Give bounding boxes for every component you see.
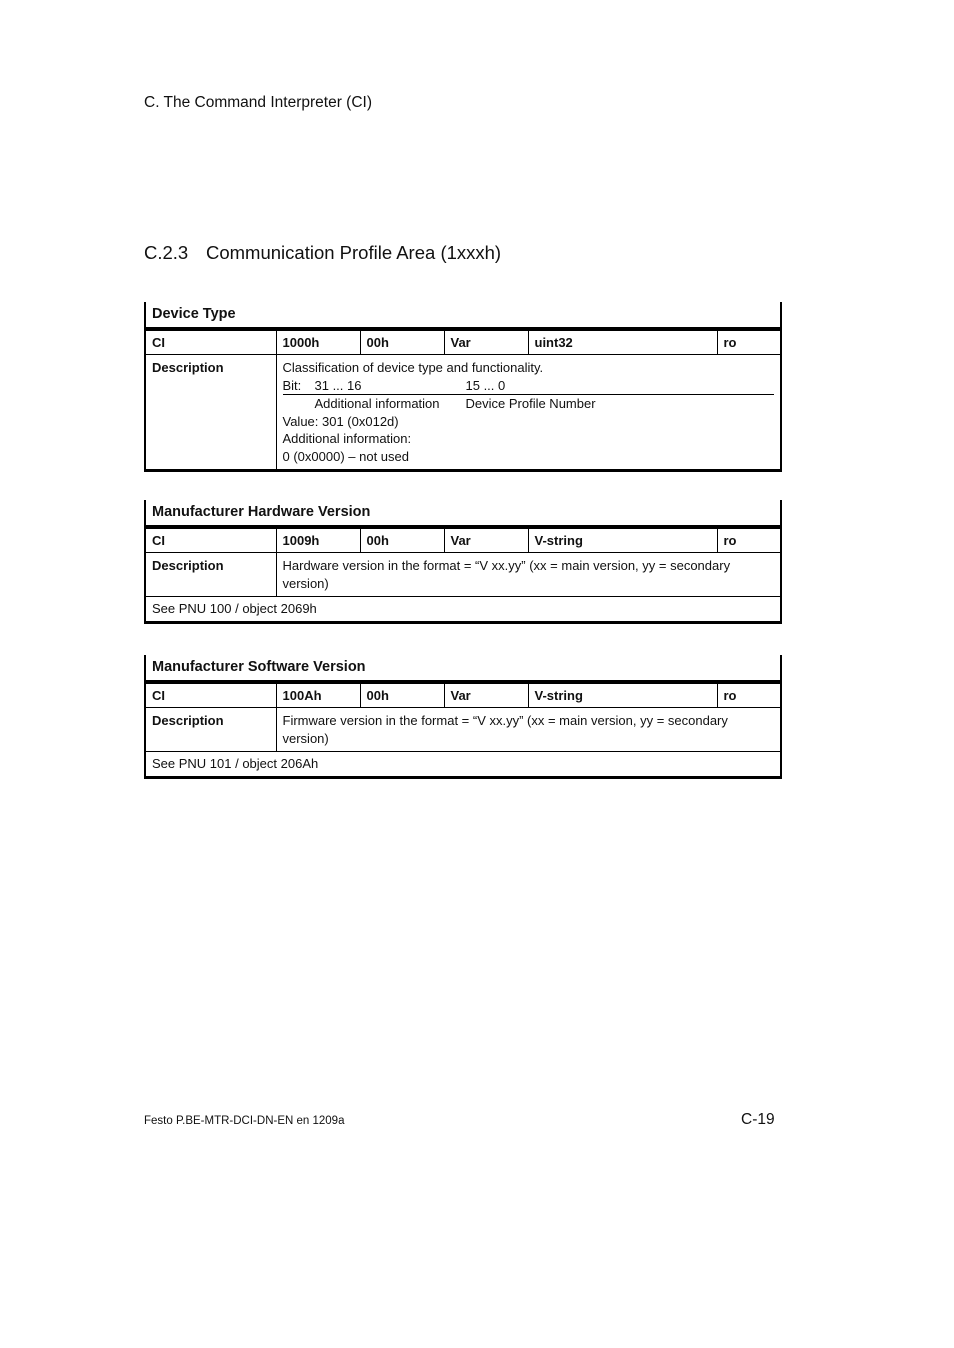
ci-index: 100Ah (276, 682, 360, 708)
ci-index: 1000h (276, 329, 360, 355)
ci-subindex: 00h (360, 329, 444, 355)
bit-label: Bit: (282, 377, 302, 393)
bit-low-name: Device Profile Number (465, 396, 596, 411)
bit-high-range: 31 ... 16 (314, 377, 362, 393)
footer-doc-id: Festo P.BE-MTR-DCI-DN-EN en 1209a (144, 1115, 345, 1127)
note-row (145, 597, 781, 623)
table-title: Device Type (145, 302, 781, 329)
ci-row (145, 527, 781, 553)
hardware-version-table (144, 500, 782, 624)
ci-kind: Var (444, 682, 528, 708)
reference-note: See PNU 100 / object 2069h (145, 597, 781, 623)
ci-subindex: 00h (360, 527, 444, 553)
ci-access: ro (717, 527, 781, 553)
ci-index: 1009h (276, 527, 360, 553)
ci-label: CI (145, 527, 276, 553)
description-label: Description (145, 355, 276, 471)
bit-ranges (283, 377, 775, 396)
description-row (145, 708, 781, 752)
description-label: Description (145, 553, 276, 597)
bit-high-name: Additional information (314, 396, 440, 411)
description-label: Description (145, 708, 276, 752)
description-line: 0 (0x0000) – not used (282, 448, 409, 464)
device-type-table (144, 302, 782, 472)
ci-datatype: uint32 (528, 329, 717, 355)
ci-row (145, 682, 781, 708)
table-title: Manufacturer Hardware Version (145, 500, 781, 527)
note-row (145, 752, 781, 778)
page-number: C-19 (741, 1111, 775, 1128)
table-title: Manufacturer Software Version (145, 655, 781, 682)
software-version-table (144, 655, 782, 779)
description-row (145, 553, 781, 597)
ci-subindex: 00h (360, 682, 444, 708)
section-title (144, 242, 501, 264)
reference-note: See PNU 101 / object 206Ah (145, 752, 781, 778)
section-number: C.2.3 (144, 242, 189, 263)
ci-row (145, 329, 781, 355)
ci-kind: Var (444, 527, 528, 553)
ci-access: ro (717, 682, 781, 708)
section-title-text: Communication Profile Area (1xxxh) (206, 242, 502, 263)
ci-access: ro (717, 329, 781, 355)
ci-datatype: V-string (528, 682, 717, 708)
bit-low-range: 15 ... 0 (465, 377, 506, 393)
ci-label: CI (145, 682, 276, 708)
description-line: Classification of device type and functionality. (282, 360, 544, 375)
description-text: Firmware version in the format = “V xx.yy” (xx = main version, yy = secondary version) (276, 708, 781, 752)
description-text: Hardware version in the format = “V xx.yy” (xx = main version, yy = secondary version) (276, 553, 781, 597)
description-line: Value: 301 (0x012d) (282, 413, 399, 429)
ci-label: CI (145, 329, 276, 355)
bit-fields (283, 395, 775, 413)
running-header: C. The Command Interpreter (CI) (144, 94, 372, 111)
ci-kind: Var (444, 329, 528, 355)
ci-datatype: V-string (528, 527, 717, 553)
description-line: Additional information: (282, 431, 412, 446)
description-text (276, 355, 781, 471)
description-row (145, 355, 781, 471)
